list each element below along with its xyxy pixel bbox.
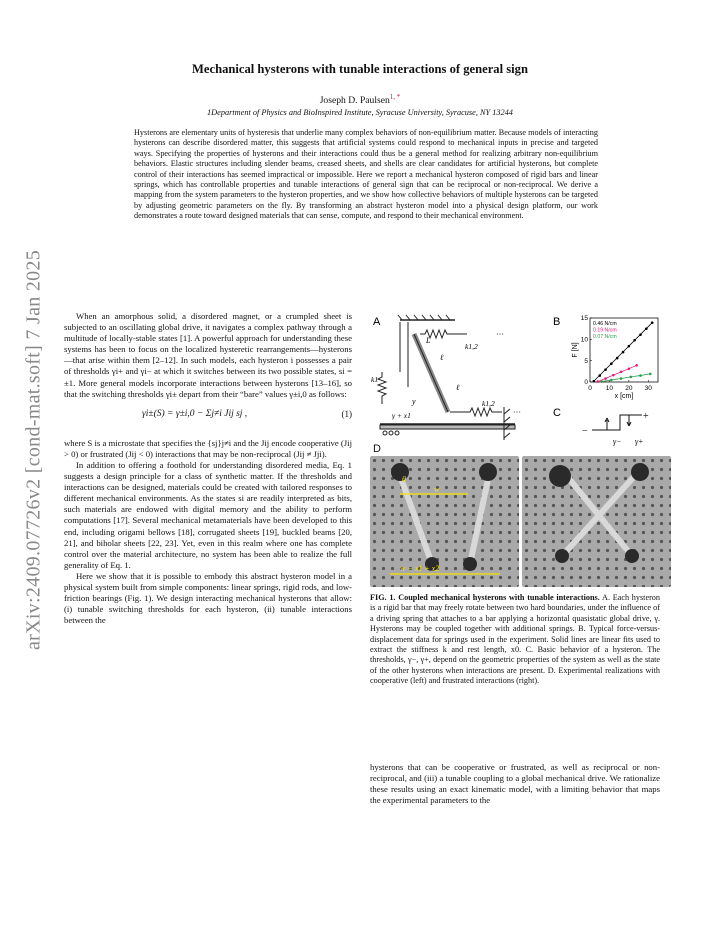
label-gamma-plus: γ+ [635,437,644,446]
series-fit-line [602,374,651,382]
x-tick-label: 10 [605,385,614,392]
data-point [610,362,613,365]
data-point [645,327,648,330]
panel-label-c: C [553,407,561,419]
data-point [620,370,623,373]
label-dots-bottom: ··· [513,408,521,417]
author-line: Joseph D. Paulsen$^{1, *}$ [319,93,401,107]
label-gamma-x1: γ + x1 [392,411,411,420]
data-point [649,373,652,376]
author-superscript: 1, * [389,93,401,101]
y-tick-label: 5 [584,357,588,365]
right-column-text: hysterons that can be cooperative or frustrated, as well as reciprocal or non-reciprocal, and (iii) a tunable coupling to a global mechanical drive. We rationalize these results using an exact kinematic model, with a limiting behavior that maps the experimental parameters to the [370,762,660,806]
label-k12-bottom: k1,2 [482,399,495,408]
data-point [628,345,631,348]
data-point [622,351,625,354]
data-point [604,368,607,371]
figure-1 [370,312,665,452]
data-point [630,376,633,379]
panel-label-a: A [373,316,381,328]
paragraph-1: When an amorphous solid, a disordered magnet, or a crumpled sheet is subjected to an oscillating global drive, it navigates a complex pathway through a multitude of locally-stable states [1]. A powerful approach for understanding these systems has been to focus on the localized hysteretic rearrangements—hysterons—that arise within them [2–12]. In such models, each hysteron i possesses a pair of thresholds γi+ and γi− at which it switches between its two possible states, si = ±1. More general models incorporate interactions between hysterons [13–16], so that the switching thresholds γi± depart from their “bare” values γ±i,0 as follows: [64,311,352,399]
data-point [639,333,642,336]
paper-title: Mechanical hysterons with tunable interactions of general sign [192,62,528,76]
y-tick-label: 10 [580,336,588,344]
x-axis-label: x [cm] [614,393,634,400]
caption-title: Coupled mechanical hysterons with tunable interactions. [398,593,600,602]
paragraph-3: In addition to offering a foothold for understanding disordered media, Eq. 1 suggests a design principle for a class of synthetic matter. If the thresholds and interactions can be designed, materials could be created with tailored responses to different mechanical environments. As the states si are readily interpreted as bits, such materials are endowed with digital memory and the ability to perform computations [17]. Several mechanical metamaterials have been developed to this end, including origami bellows [18], corrugated sheets [19], buckled beams [20, 21], and biholar sheets [22, 23]. Yet, even in this realm where one has complete control over the material architecture, no system has been able to realize the full generality of Eq. 1. [64,459,352,570]
y-tick-label: 15 [580,315,588,323]
label-dots-top: ··· [496,330,504,339]
equation-number: (1) [341,408,352,419]
caption-text: A. Each hysteron is a rigid bar that may freely rotate between two hard boundaries, under the influence of a driving spring that attaches to a bar applying a horizontal quasistatic global drive, γ. Hysterons may be coupled together with additional springs. B. Typical force-versus-displacement data for springs used in the experiment. Solid lines are linear fits used to extract the stiffness k and rest length, x0. C. Basic behavior of a hysteron. The thresholds, γ−, γ+, depend on the geometric properties of the system as well as the state of the other hysterons when interactions are present. D. Experimental realizations with cooperative (left) and frustrated interactions (right). [370,593,660,686]
legend-entry: 0.19 N/cm [593,327,617,334]
data-point [593,380,596,383]
data-point [633,339,636,342]
x-tick-label: 0 [588,385,592,392]
x-tick-label: 30 [644,385,652,392]
panel-c-hysteresis [592,415,642,430]
abstract: Hysterons are elementary units of hysteresis that underlie many complex behaviors of non-equilibrium matter. Because models of interacting hysterons can describe disordered matter, this suggests that artificial systems could respond to mechanical inputs in precise and targeted ways. Specifying the properties of hysterons and their interactions could thus be a general method for realizing arbitrary non-equilibrium behaviors. Elastic structures including slender beams, creased sheets, and shells are clear candidates for artificial hysterons, but complete control of their interactions has seemed impractical or impossible. Here we report a mechanical hysteron composed of rigid bars and linear springs, which has controllable properties and tunable interactions of general sign that can be reciprocal or non-reciprocal. We derive a mapping from the system parameters to the hysteron properties, and we show how collective behaviors of multiple hysterons can be targeted by adjusting geometric parameters on the fly. By transforming an abstract hysteron model into a physical design platform, our work demonstrates a route toward designed materials that can sense, compute, and respond to their mechanical environment. [134,128,598,221]
data-point [620,377,623,380]
photo-cooperative [370,456,519,587]
data-point [639,374,642,377]
data-point [628,367,631,370]
label-gamma-minus: γ− [613,437,622,446]
paragraph-2: where S is a microstate that specifies the {sj}j≠i and the Jij encode cooperative (Jij > 0) or frustrated (Jij < 0) interactions that may be non-reciprocal (Jij ≠ Jji). [64,437,352,459]
data-point [604,377,607,380]
label-ell-1: ℓ [440,353,444,362]
x-tick-label: 20 [625,385,633,392]
caption-label: FIG. 1. [370,593,396,602]
paragraph-4: Here we show that it is possible to embody this abstract hysteron model in a physical system built from simple components: linear springs, rigid rods, and low-friction bearings (Fig. 1). We design interacting mechanical hysterons that allow: (i) tunable switching thresholds for each hysteron, (ii) tunable interactions between the [64,570,352,626]
photo-label-w: w [434,485,440,494]
panel-label-d: D [373,443,381,455]
data-point [651,321,654,324]
label-ell-2: ℓ [456,383,460,392]
data-point [598,374,601,377]
equation-1 [64,404,352,432]
data-point [635,364,638,367]
data-point [612,374,615,377]
legend-entry: 0.46 N/cm [593,321,617,327]
label-l: L [426,336,431,345]
photo-frustrated [522,456,671,587]
left-column [64,311,352,626]
affiliation: 1Department of Physics and BioInspired Institute, Syracuse University, Syracuse, NY 13244 [207,108,513,117]
data-point [600,380,603,383]
label-k12-top: k1,2 [465,342,478,351]
figure-caption [370,593,660,687]
equation-body: γi±(S) = γ±i,0 − Σj≠i Jij sj , [142,408,248,419]
state-minus: − [582,426,588,437]
label-k1: k1 [371,375,379,384]
photo-label-x: w − x1 + x2 [400,564,440,573]
data-point [596,380,599,383]
data-point [616,357,619,360]
label-y: y [412,397,416,406]
panel-label-b: B [553,316,561,328]
y-tick-label: 0 [584,379,588,387]
y-axis-label: F [N] [572,342,579,358]
photo-label-theta: θ [402,475,406,484]
force-displacement-chart [572,315,658,400]
legend-entry: 0.07 N/cm [593,334,617,340]
state-plus: + [643,411,649,422]
data-point [610,379,613,382]
arxiv-identifier: arXiv:2409.07726v2 [cond-mat.soft] 7 Jan 2025 [22,249,45,651]
panel-a-schematic [378,315,515,440]
